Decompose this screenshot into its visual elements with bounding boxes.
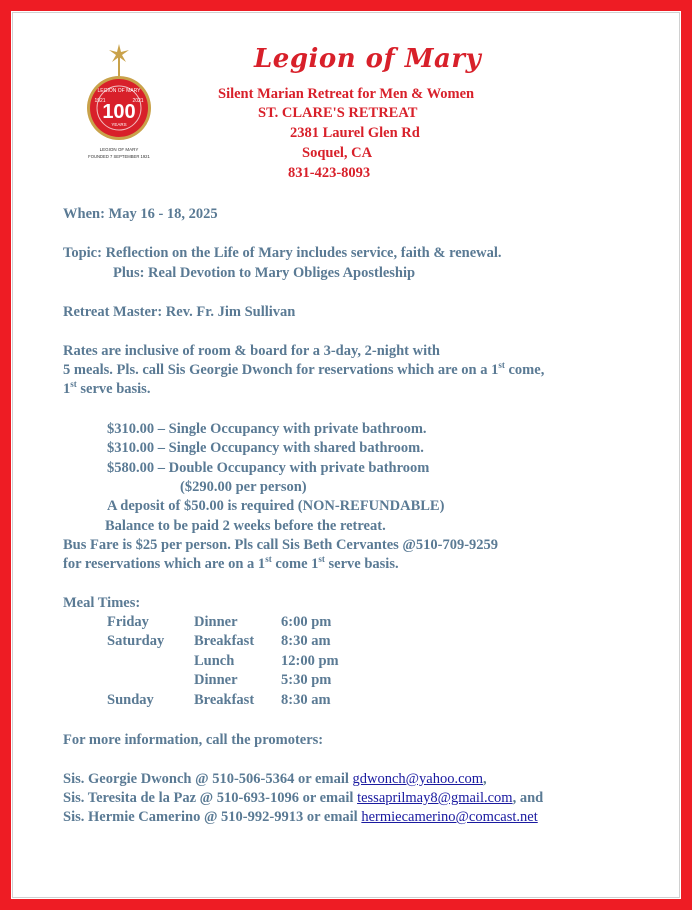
price-per-person: ($290.00 per person) xyxy=(180,479,307,495)
svg-text:LEGION OF MARY: LEGION OF MARY xyxy=(99,147,139,152)
retreat-master: Retreat Master: Rev. Fr. Jim Sullivan xyxy=(63,304,296,320)
legion-centenary-logo xyxy=(74,42,164,160)
meal-time: 8:30 am xyxy=(281,633,331,649)
venue-name: ST. CLARE'S RETREAT xyxy=(258,105,418,121)
price-double-private: $580.00 – Double Occupancy with private bathroom xyxy=(107,460,430,476)
meal-name: Breakfast xyxy=(194,692,255,708)
contact-georgie: Sis. Georgie Dwonch @ 510-506-5364 or email gdwonch@yahoo.com, xyxy=(63,771,487,787)
meal-day: Saturday xyxy=(107,633,165,649)
topic-line-2: Plus: Real Devotion to Mary Obliges Apostleship xyxy=(113,265,416,281)
contact-teresita: Sis. Teresita de la Paz @ 510-693-1096 or email tessaprilmay8@gmail.com, and xyxy=(63,790,544,806)
meal-name: Lunch xyxy=(194,653,235,669)
svg-text:2021: 2021 xyxy=(132,98,144,104)
meal-name: Dinner xyxy=(194,672,238,688)
deposit-note: A deposit of $50.00 is required (NON-REFUNDABLE) xyxy=(107,498,445,514)
balance-note: Balance to be paid 2 weeks before the retreat. xyxy=(105,518,386,534)
meal-name: Breakfast xyxy=(194,633,255,649)
price-single-private: $310.00 – Single Occupancy with private bathroom. xyxy=(107,421,427,437)
rates-line-3: 1st serve basis. xyxy=(63,379,151,397)
meal-times-heading: Meal Times: xyxy=(63,595,141,611)
topic-line-1: Topic: Reflection on the Life of Mary includes service, faith & renewal. xyxy=(63,245,502,261)
logo-100: 100 xyxy=(102,101,136,123)
venue-street: 2381 Laurel Glen Rd xyxy=(290,125,420,141)
meal-day: Sunday xyxy=(107,692,154,708)
venue-phone: 831-423-8093 xyxy=(288,165,371,181)
meal-name: Dinner xyxy=(194,614,238,630)
meal-time: 8:30 am xyxy=(281,692,331,708)
subtitle: Silent Marian Retreat for Men & Women xyxy=(218,86,475,102)
email-link-georgie[interactable]: gdwonch@yahoo.com xyxy=(352,771,484,787)
event-dates: When: May 16 - 18, 2025 xyxy=(63,206,218,222)
meal-day: Friday xyxy=(107,614,149,630)
price-single-shared: $310.00 – Single Occupancy with shared bathroom. xyxy=(107,440,424,456)
contact-hermie: Sis. Hermie Camerino @ 510-992-9913 or email hermiecamerino@comcast.net xyxy=(63,809,538,825)
more-info-heading: For more information, call the promoters: xyxy=(63,732,324,748)
email-link-hermie[interactable]: hermiecamerino@comcast.net xyxy=(361,809,538,825)
svg-text:YEARS: YEARS xyxy=(111,122,127,127)
meal-time: 5:30 pm xyxy=(281,672,332,688)
rates-line-2: 5 meals. Pls. call Sis Georgie Dwonch for reservations which are on a 1st come, xyxy=(63,360,545,378)
svg-text:FOUNDED 7 SEPTEMBER 1921: FOUNDED 7 SEPTEMBER 1921 xyxy=(88,154,150,159)
page-title: Legion of Mary xyxy=(254,44,482,74)
venue-city: Soquel, CA xyxy=(302,145,373,161)
logo-top-text: LEGION OF MARY xyxy=(97,88,141,94)
svg-text:1921: 1921 xyxy=(94,98,106,104)
email-link-teresita[interactable]: tessaprilmay8@gmail.com xyxy=(357,790,513,806)
meal-time: 12:00 pm xyxy=(281,653,339,669)
logo-emblem-icon xyxy=(74,42,164,160)
bus-fare-line-2: for reservations which are on a 1st come 1st serve basis. xyxy=(63,554,399,572)
meal-time: 6:00 pm xyxy=(281,614,332,630)
rates-line-1: Rates are inclusive of room & board for a 3-day, 2-night with xyxy=(63,343,440,359)
bus-fare-line-1: Bus Fare is $25 per person. Pls call Sis Beth Cervantes @510-709-9259 xyxy=(63,537,499,553)
